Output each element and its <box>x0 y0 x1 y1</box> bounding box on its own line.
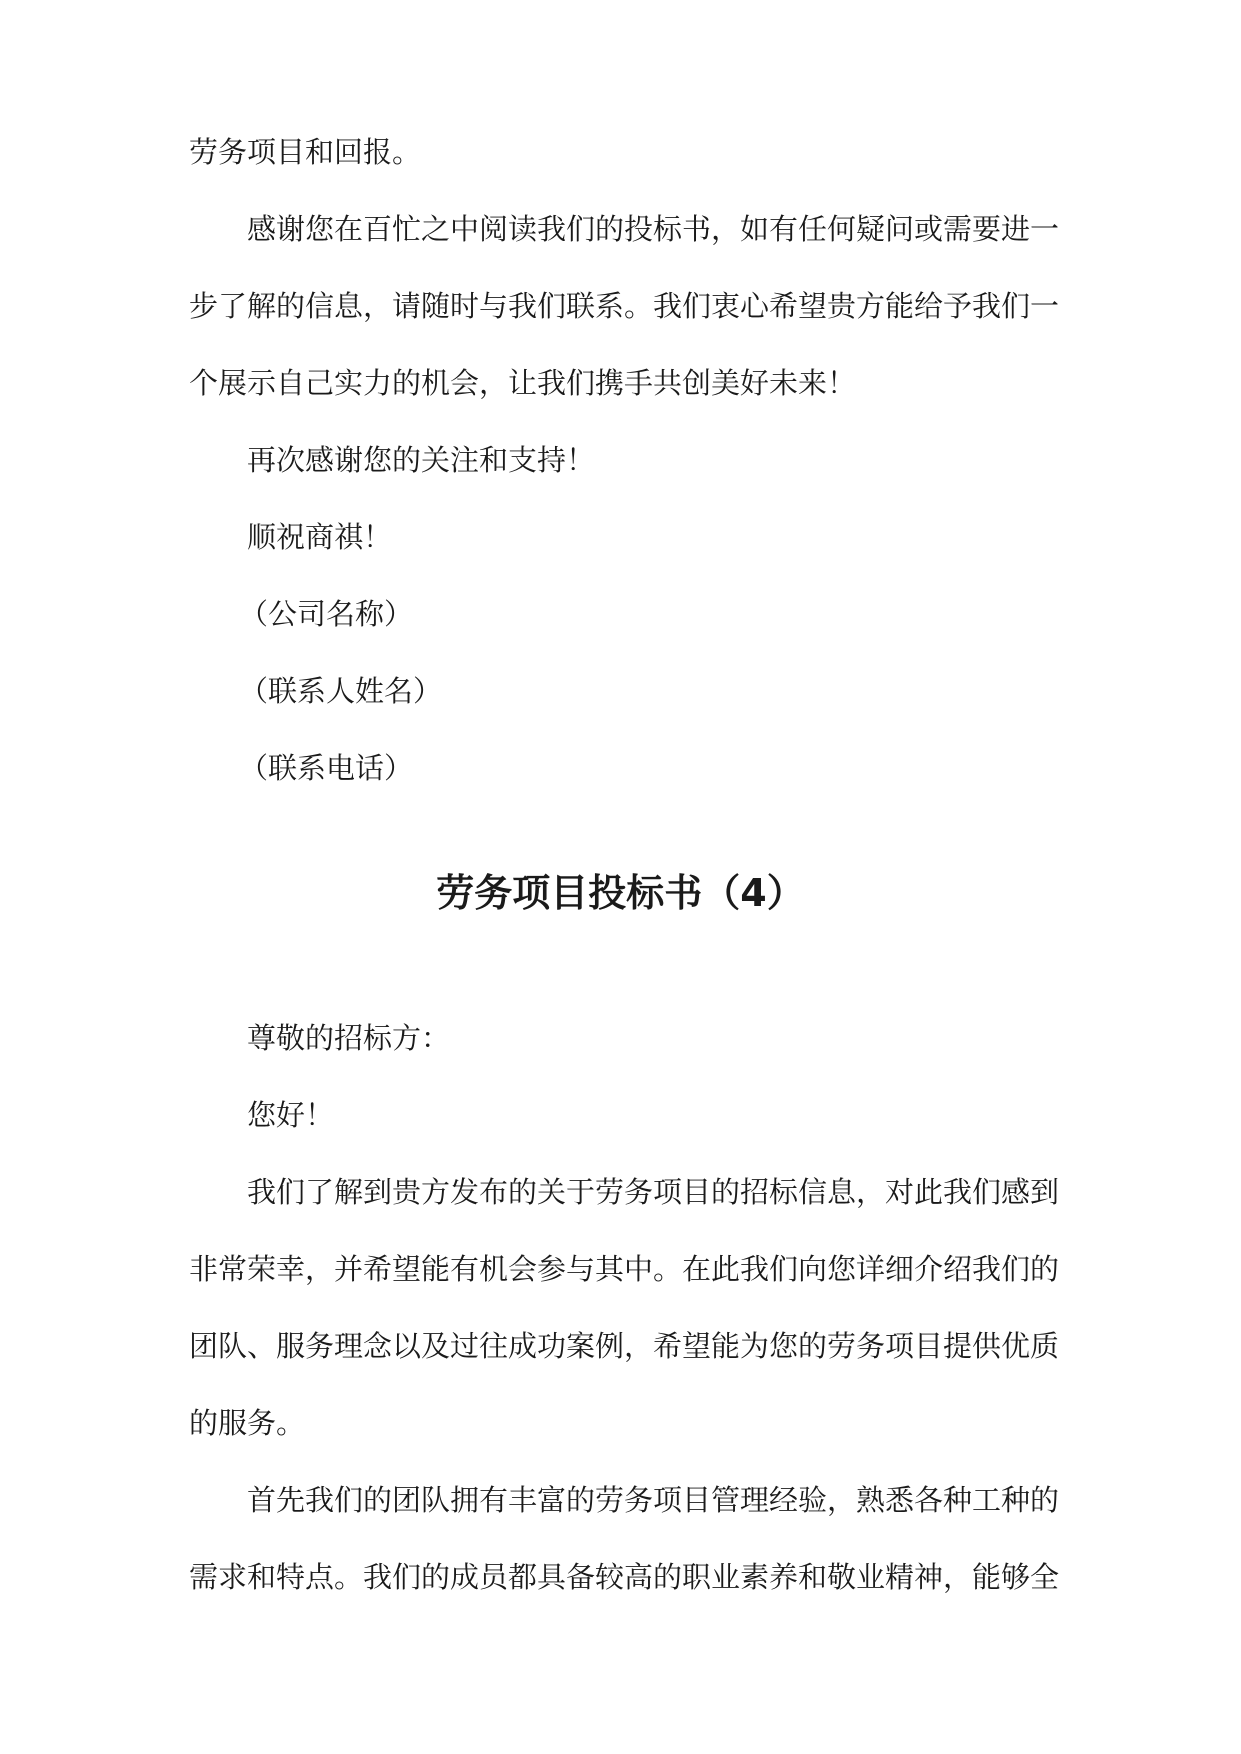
section-title: 劳务项目投标书（4） <box>436 871 805 915</box>
paragraph-fragment-end: 劳务项目和回报。 <box>189 135 422 169</box>
contact-name-placeholder: （联系人姓名） <box>239 674 443 708</box>
company-name-placeholder: （公司名称） <box>239 597 414 631</box>
closing-line: 顺祝商祺！ <box>247 520 393 554</box>
paragraph-team: 首先我们的团队拥有丰富的劳务项目管理经验，熟悉各种工种的需求和特点。我们的成员都具备较高的职业素养和敬业精神，能够全 <box>189 1483 1060 1594</box>
paragraph-intro: 我们了解到贵方发布的关于劳务项目的招标信息，对此我们感到非常荣幸，并希望能有机会参与其中。在此我们向您详细介绍我们的团队、服务理念以及过往成功案例，希望能为您的劳务项目提供优质的服务。 <box>189 1175 1060 1440</box>
contact-phone-placeholder: （联系电话） <box>239 751 414 785</box>
salutation-line: 尊敬的招标方： <box>247 1021 451 1055</box>
paragraph-thanks: 感谢您在百忙之中阅读我们的投标书，如有任何疑问或需要进一步了解的信息，请随时与我们联系。我们衷心希望贵方能给予我们一个展示自己实力的机会，让我们携手共创美好未来！ <box>189 212 1060 400</box>
greeting-line: 您好！ <box>247 1098 335 1132</box>
paragraph-thanks-again: 再次感谢您的关注和支持！ <box>247 443 596 477</box>
